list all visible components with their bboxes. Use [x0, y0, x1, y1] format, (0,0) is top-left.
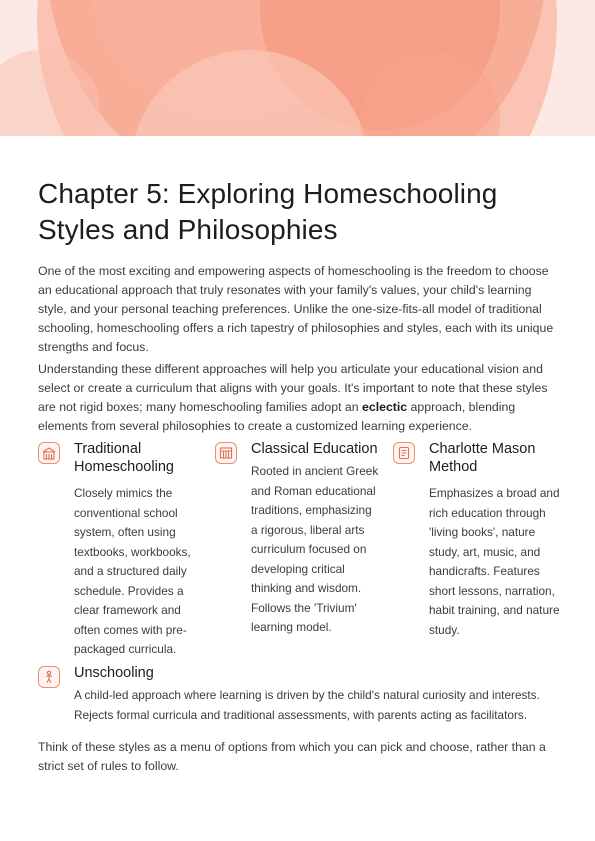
- book-icon: [393, 442, 415, 464]
- child-figure-icon: [38, 666, 60, 688]
- header-illustration: [0, 0, 595, 136]
- style-description: Rooted in ancient Greek and Roman educational traditions, emphasizing a rigorous, liberal arts curriculum focused on developing critical thinking and wisdom. Follows the 'Trivium' learning model.: [251, 464, 379, 634]
- columns-icon: [215, 442, 237, 464]
- style-charlotte-mason: [393, 442, 563, 642]
- style-title: Charlotte Mason Method: [429, 441, 536, 475]
- style-title: Unschooling: [74, 665, 154, 681]
- closing-paragraph: Think of these styles as a menu of options from which you can pick and choose, rather than a strict set of rules to follow.: [38, 740, 546, 773]
- style-description: A child-led approach where learning is driven by the child's natural curiosity and interests. Rejects formal curricula and traditional assessments, with parents acting as facilitators.: [74, 688, 540, 722]
- chapter-title-line-1: Chapter 5: Exploring Homeschooling: [38, 178, 498, 209]
- style-description: Closely mimics the conventional school system, often using textbooks, workbooks, and a structured daily schedule. Provides a clear framework and often comes with pre-packaged curricula.: [74, 486, 191, 656]
- chapter-title-line-2: Styles and Philosophies: [38, 214, 338, 245]
- style-traditional: [38, 441, 208, 656]
- intro-paragraph: One of the most exciting and empowering aspects of homeschooling is the freedom to choose an educational approach that truly resonates with your family's values, your child's learning style, and your personal teaching preferences. Unlike the one-size-fits-all model of traditional schooling, homeschooling offers a rich tapestry of philosophies and styles, each with its unique strengths and focus.: [38, 264, 554, 354]
- style-description: Emphasizes a broad and rich education through 'living books', nature study, art, music, and handicrafts. Features short lessons, narration, habit training, and nature study.: [429, 486, 560, 637]
- style-title: Traditional Homeschooling: [74, 441, 174, 475]
- chapter-title: [38, 176, 560, 248]
- style-title: Classical Education: [251, 441, 378, 457]
- style-unschooling: [38, 666, 560, 726]
- school-building-icon: [38, 442, 60, 464]
- chapter-content: [38, 176, 560, 773]
- abstract-circles-graphic: [0, 0, 595, 136]
- approaches-text-start: Understanding these different approaches will help you articulate your educational vision and select or create a curriculum that aligns with your goals. It's important to note that these styles are not rigid boxes; many homeschooling families adopt an: [38, 362, 548, 414]
- eclectic-emphasis: eclectic: [362, 400, 408, 414]
- approaches-paragraph: [38, 360, 560, 436]
- style-classical: [215, 442, 385, 642]
- approaches-text-end: approach, blending elements from several philosophies to create a customized learning experience.: [38, 400, 516, 433]
